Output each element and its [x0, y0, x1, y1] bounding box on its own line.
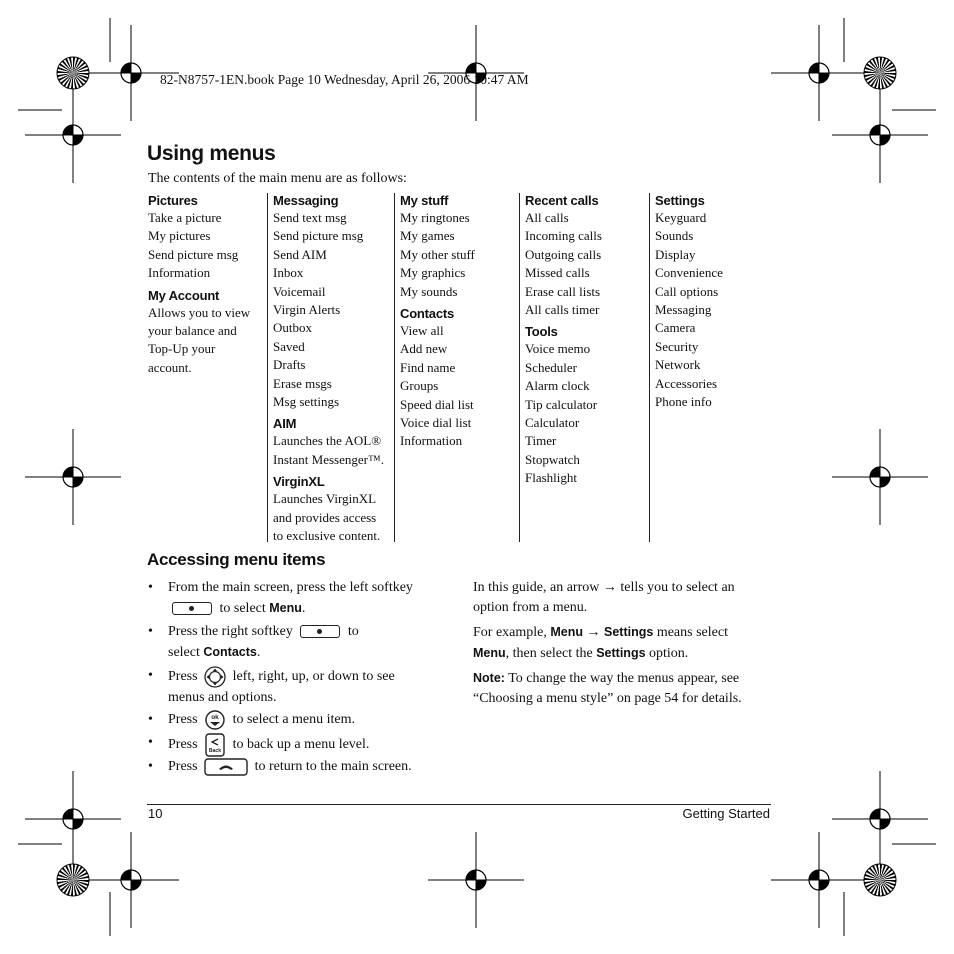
left-softkey-icon [172, 602, 212, 615]
bullet-text [168, 733, 369, 757]
menu-item: Calculator [525, 415, 580, 431]
text: means select [656, 625, 728, 640]
text: “Choosing a menu style” on page 54 for details. [473, 691, 742, 706]
menu-item: Launches VirginXL [273, 491, 377, 507]
text: For example, [473, 625, 547, 640]
bullet-text [168, 578, 413, 619]
menu-item: Network [655, 357, 701, 373]
bullet-dot: • [148, 580, 153, 595]
text: select [168, 645, 200, 660]
menu-item: Display [655, 246, 696, 262]
menu-item: Send picture msg [148, 246, 239, 262]
text: Press the right softkey [168, 624, 293, 639]
bullet-dot: • [148, 668, 153, 683]
settings-term: Settings [596, 646, 646, 660]
bullet-text [168, 666, 395, 708]
menu-item: Outbox [273, 320, 312, 336]
bullet-dot: • [148, 712, 153, 727]
contacts-term: Contacts [203, 645, 257, 659]
text: menus and options. [168, 690, 277, 705]
bullet-text [168, 710, 355, 730]
menu-item: Send AIM [273, 246, 327, 262]
menu-item: Messaging [655, 302, 712, 318]
menu-item: Flashlight [525, 470, 578, 486]
column-divider [267, 193, 268, 542]
section-heading: Accessing menu items [147, 550, 326, 569]
menu-group-heading: Pictures [148, 193, 198, 208]
text: to select a menu item. [232, 712, 356, 728]
menu-item: Incoming calls [525, 228, 602, 244]
menu-item: and provides access [273, 509, 377, 525]
text: to return to the main screen. [254, 759, 412, 774]
text: option from a menu. [473, 600, 588, 615]
menu-item: My games [400, 228, 455, 244]
bullet-dot: • [148, 624, 153, 639]
menu-item: Msg settings [273, 394, 340, 410]
menu-item: Take a picture [148, 210, 222, 225]
menu-item: Security [655, 338, 699, 354]
bullet-text [168, 757, 412, 777]
menu-group-heading: VirginXL [273, 474, 325, 490]
menu-item: Sounds [655, 228, 694, 244]
menu-item: Information [400, 433, 463, 449]
settings-term: Settings [604, 625, 654, 639]
menu-item: Scheduler [525, 359, 577, 375]
menu-term: Menu [473, 646, 506, 660]
navigation-key-icon [204, 666, 226, 688]
menu-group-heading: My stuff [400, 193, 449, 208]
menu-item: My graphics [400, 265, 466, 281]
page-title: Using menus [147, 142, 276, 165]
bullet-dot: • [148, 735, 153, 750]
right-softkey-icon [300, 625, 340, 638]
menu-item: Stopwatch [525, 451, 580, 467]
menu-item: My other stuff [400, 246, 475, 262]
menu-item: Voice dial list [400, 415, 472, 431]
text: to select [219, 601, 266, 616]
text: Press [168, 669, 198, 685]
text: Press [168, 737, 198, 753]
note-paragraph [473, 668, 742, 709]
menu-column-5 [655, 192, 723, 411]
text: to back up a menu level. [232, 737, 370, 753]
menu-item: Speed dial list [400, 396, 474, 412]
text: In this guide, an arrow → tells you to select an [473, 580, 735, 595]
svg-text:Back: Back [209, 748, 222, 754]
menu-item: Convenience [655, 265, 723, 281]
column-divider [649, 193, 650, 542]
menu-item: Launches the AOL® [273, 433, 382, 449]
menu-item: Send picture msg [273, 228, 364, 244]
menu-column-1 [148, 192, 250, 377]
menu-item: Outgoing calls [525, 246, 602, 262]
menu-item: Instant Messenger™. [273, 451, 384, 467]
menu-term: Menu [269, 601, 302, 615]
text: From the main screen, press the left softkey [168, 580, 413, 595]
ok-key-icon [204, 710, 226, 730]
menu-item: your balance and [148, 323, 237, 339]
arrow-symbol: → [586, 625, 601, 640]
menu-item: Top-Up your [148, 341, 216, 357]
end-key-icon [204, 758, 248, 776]
menu-item: My pictures [148, 228, 211, 244]
menu-group-heading: Settings [655, 193, 705, 208]
menu-group-heading: Recent calls [525, 193, 599, 208]
page-number: 10 [148, 806, 163, 821]
menu-item: View all [400, 323, 444, 339]
menu-group-heading: My Account [148, 287, 220, 303]
menu-group-heading: Contacts [400, 306, 455, 322]
menu-column-2 [273, 192, 384, 546]
menu-item: Phone info [655, 394, 712, 410]
menu-item: Saved [273, 338, 305, 354]
text: To change the way the menus appear, see [508, 671, 740, 686]
bullet-dot: • [148, 759, 153, 774]
menu-group-heading: Messaging [273, 193, 339, 208]
column-divider [519, 193, 520, 542]
menu-term: Menu [550, 625, 584, 639]
section-name: Getting Started [682, 806, 770, 821]
menu-item: Alarm clock [525, 378, 590, 394]
menu-item: Virgin Alerts [273, 302, 341, 318]
menu-item: Camera [655, 320, 696, 336]
menu-item: Inbox [273, 265, 304, 281]
svg-text:ok: ok [211, 714, 219, 721]
menu-item: Keyguard [655, 210, 707, 225]
column-divider [394, 193, 395, 542]
book-header-line: 82-N8757-1EN.book Page 10 Wednesday, April 26, 2006 10:47 AM [160, 72, 529, 87]
menu-item: Erase msgs [273, 375, 332, 391]
menu-item: Call options [655, 283, 719, 299]
menu-item: Add new [400, 341, 448, 357]
back-key-icon [205, 733, 225, 757]
menu-item: Timer [525, 433, 557, 449]
intro-text: The contents of the main menu are as follows: [148, 171, 407, 186]
menu-item: Missed calls [525, 265, 590, 281]
text: Press [168, 759, 198, 774]
menu-item: Drafts [273, 357, 306, 373]
text: , then select the [505, 646, 593, 661]
menu-group-heading: Tools [525, 324, 558, 340]
menu-item: My ringtones [400, 210, 470, 225]
menu-item: My sounds [400, 283, 458, 299]
menu-item: All calls [525, 210, 569, 225]
menu-item: Voice memo [525, 341, 591, 357]
menu-item: Voicemail [273, 283, 326, 299]
text: option. [649, 646, 689, 661]
menu-item: Tip calculator [525, 396, 598, 412]
menu-item: Accessories [655, 375, 718, 391]
menu-column-4 [525, 192, 602, 488]
example-paragraph [473, 622, 728, 664]
text: . [301, 601, 306, 616]
bullet-text [168, 622, 359, 663]
footer-rule [147, 804, 771, 805]
text: Press [168, 712, 198, 728]
text: left, right, up, or down to see [232, 669, 395, 685]
menu-item: account. [148, 359, 192, 375]
menu-item: Find name [400, 359, 456, 375]
menu-item: Send text msg [273, 210, 347, 225]
text: to [347, 624, 359, 639]
menu-column-3 [400, 192, 475, 451]
menu-item: to exclusive content. [273, 528, 381, 544]
arrow-explanation [473, 578, 735, 618]
note-label: Note: [473, 671, 505, 685]
text: . [256, 645, 261, 660]
menu-item: Information [148, 265, 211, 281]
menu-item: Groups [400, 378, 439, 394]
menu-group-heading: AIM [273, 416, 297, 432]
menu-item: All calls timer [525, 302, 600, 318]
menu-item: Allows you to view [148, 304, 251, 320]
menu-item: Erase call lists [525, 283, 601, 299]
